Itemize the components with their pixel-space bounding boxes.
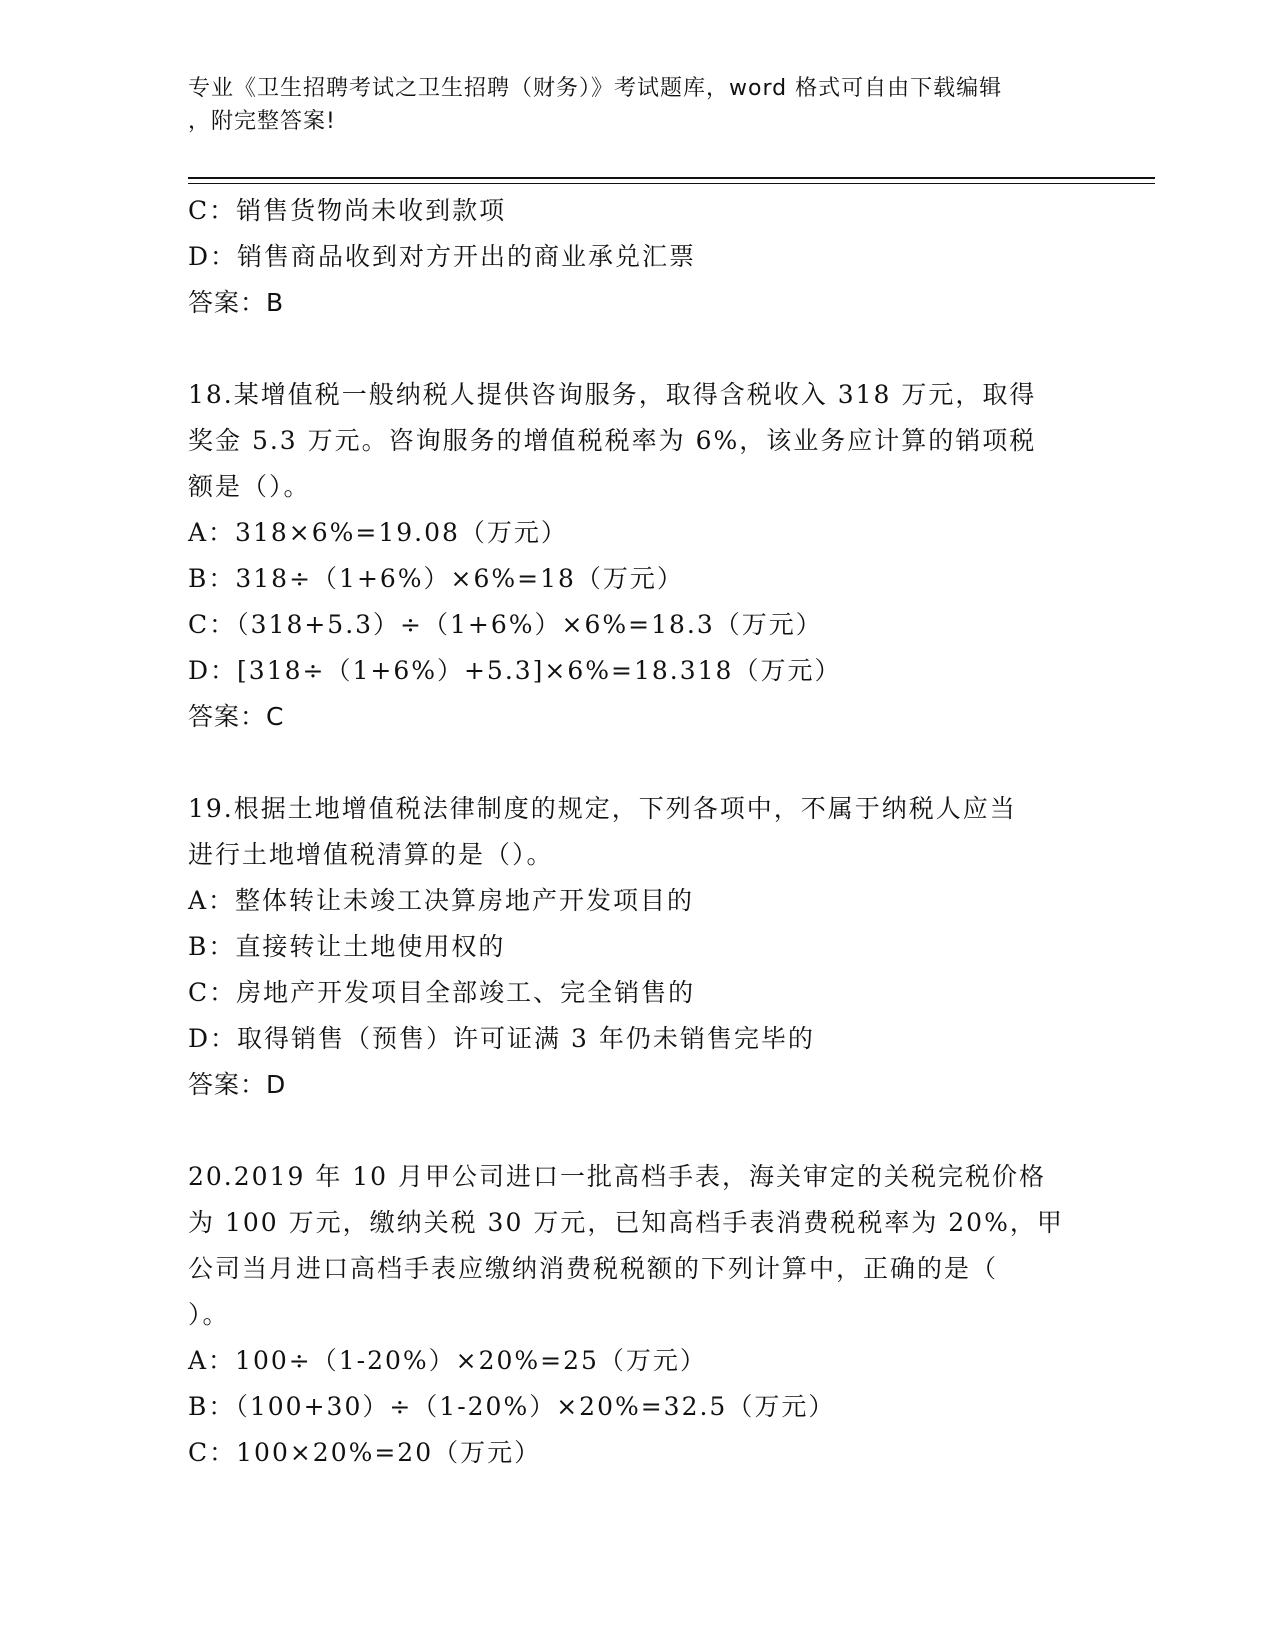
question-stem-line: 奖金 5.3 万元。咨询服务的增值税税率为 6%，该业务应计算的销项税	[188, 426, 1037, 455]
header-divider-thin	[188, 183, 1155, 184]
option-c: C：销售货物尚未收到款项	[188, 196, 507, 225]
option-a: A：100÷（1-20%）×20%=25（万元）	[188, 1346, 707, 1375]
option-d: D：销售商品收到对方开出的商业承兑汇票	[188, 242, 697, 271]
question-stem-line: 19.根据土地增值税法律制度的规定，下列各项中，不属于纳税人应当	[188, 794, 1017, 823]
answer: 答案：D	[188, 1070, 287, 1099]
question-stem-line: 额是（）。	[188, 472, 311, 501]
spacer	[188, 326, 1068, 372]
option-a: A：318×6%=19.08（万元）	[188, 518, 568, 547]
header-divider-thick	[188, 177, 1155, 179]
option-c: C：房地产开发项目全部竣工、完全销售的	[188, 978, 696, 1007]
spacer	[188, 1108, 1068, 1154]
question-17-tail	[188, 188, 1068, 326]
option-b: B：（100+30）÷（1-20%）×20%=32.5（万元）	[188, 1392, 836, 1421]
option-d: D：[318÷（1+6%）+5.3]×6%=18.318（万元）	[188, 656, 842, 685]
question-stem-line: 进行土地增值税清算的是（）。	[188, 840, 554, 869]
answer: 答案：C	[188, 702, 285, 731]
document-header	[188, 72, 1068, 138]
question-stem-line: 20.2019 年 10 月甲公司进口一批高档手表，海关审定的关税完税价格	[188, 1162, 1047, 1191]
question-18	[188, 372, 1068, 740]
option-d: D：取得销售（预售）许可证满 3 年仍未销售完毕的	[188, 1024, 815, 1053]
question-stem-line: 为 100 万元，缴纳关税 30 万元，已知高档手表消费税税率为 20%，甲	[188, 1208, 1064, 1237]
question-stem-line: ）。	[188, 1300, 230, 1329]
question-19	[188, 786, 1068, 1108]
document-body	[188, 188, 1068, 1476]
answer: 答案：B	[188, 288, 285, 317]
spacer	[188, 740, 1068, 786]
option-b: B：直接转让土地使用权的	[188, 932, 506, 961]
option-c: C：100×20%=20（万元）	[188, 1438, 542, 1467]
question-stem-line: 18.某增值税一般纳税人提供咨询服务，取得含税收入 318 万元，取得	[188, 380, 1037, 409]
option-b: B：318÷（1+6%）×6%=18（万元）	[188, 564, 684, 593]
option-a: A：整体转让未竣工决算房地产开发项目的	[188, 886, 695, 915]
question-stem-line: 公司当月进口高档手表应缴纳消费税税额的下列计算中，正确的是（	[188, 1254, 999, 1283]
header-line-2: ，附完整答案!	[188, 109, 336, 134]
header-line-1: 专业《卫生招聘考试之卫生招聘（财务）》考试题库，word 格式可自由下载编辑	[188, 76, 1003, 101]
option-c: C：（318+5.3）÷（1+6%）×6%=18.3（万元）	[188, 610, 823, 639]
question-20	[188, 1154, 1068, 1476]
